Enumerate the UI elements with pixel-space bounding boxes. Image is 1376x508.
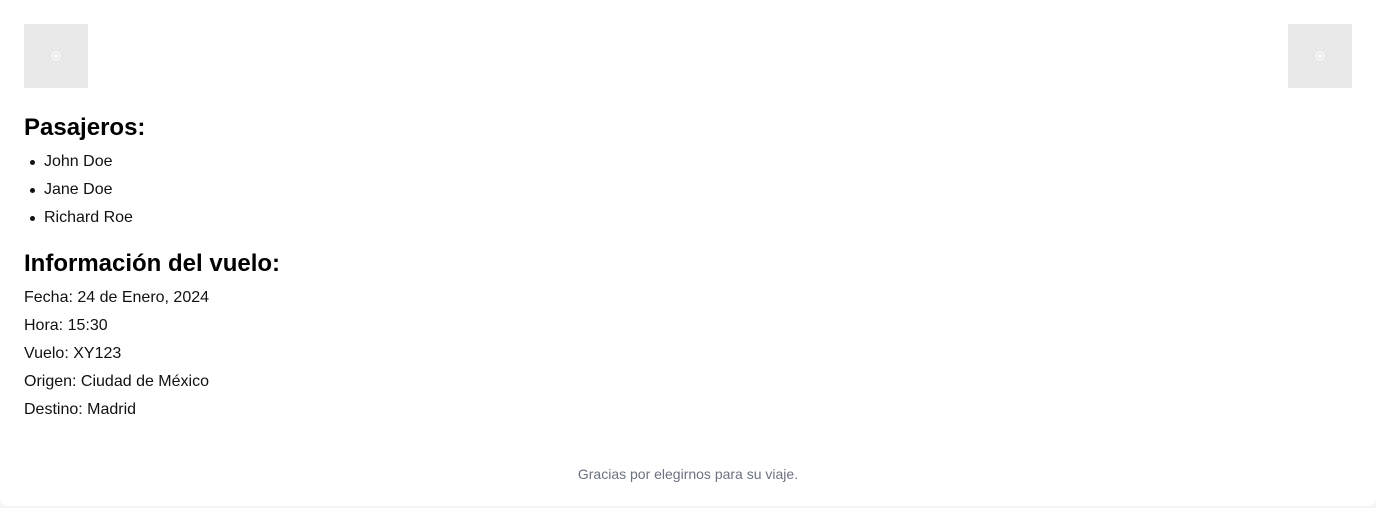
passenger-list [24,148,1352,232]
image-placeholder-icon [1314,50,1326,62]
flight-info-details [24,284,1352,424]
flight-number: Vuelo: XY123 [24,345,122,362]
image-placeholder-icon [50,50,62,62]
ticket-content [24,112,1352,424]
flight-origin: Origen: Ciudad de México [24,373,209,390]
passenger-item: Richard Roe [44,204,1352,232]
passenger-item: John Doe [44,148,1352,176]
footer-thanks: Gracias por elegirnos para su viaje. [577,466,799,482]
flight-date: Fecha: 24 de Enero, 2024 [24,289,210,306]
passengers-heading: Pasajeros: [24,114,146,141]
left-logo-placeholder [24,24,88,88]
passenger-item: Jane Doe [44,176,1352,204]
right-logo-placeholder [1288,24,1352,88]
flight-info-heading: Información del vuelo: [24,250,281,277]
flight-destination: Destino: Madrid [24,401,137,418]
flight-time: Hora: 15:30 [24,317,108,334]
